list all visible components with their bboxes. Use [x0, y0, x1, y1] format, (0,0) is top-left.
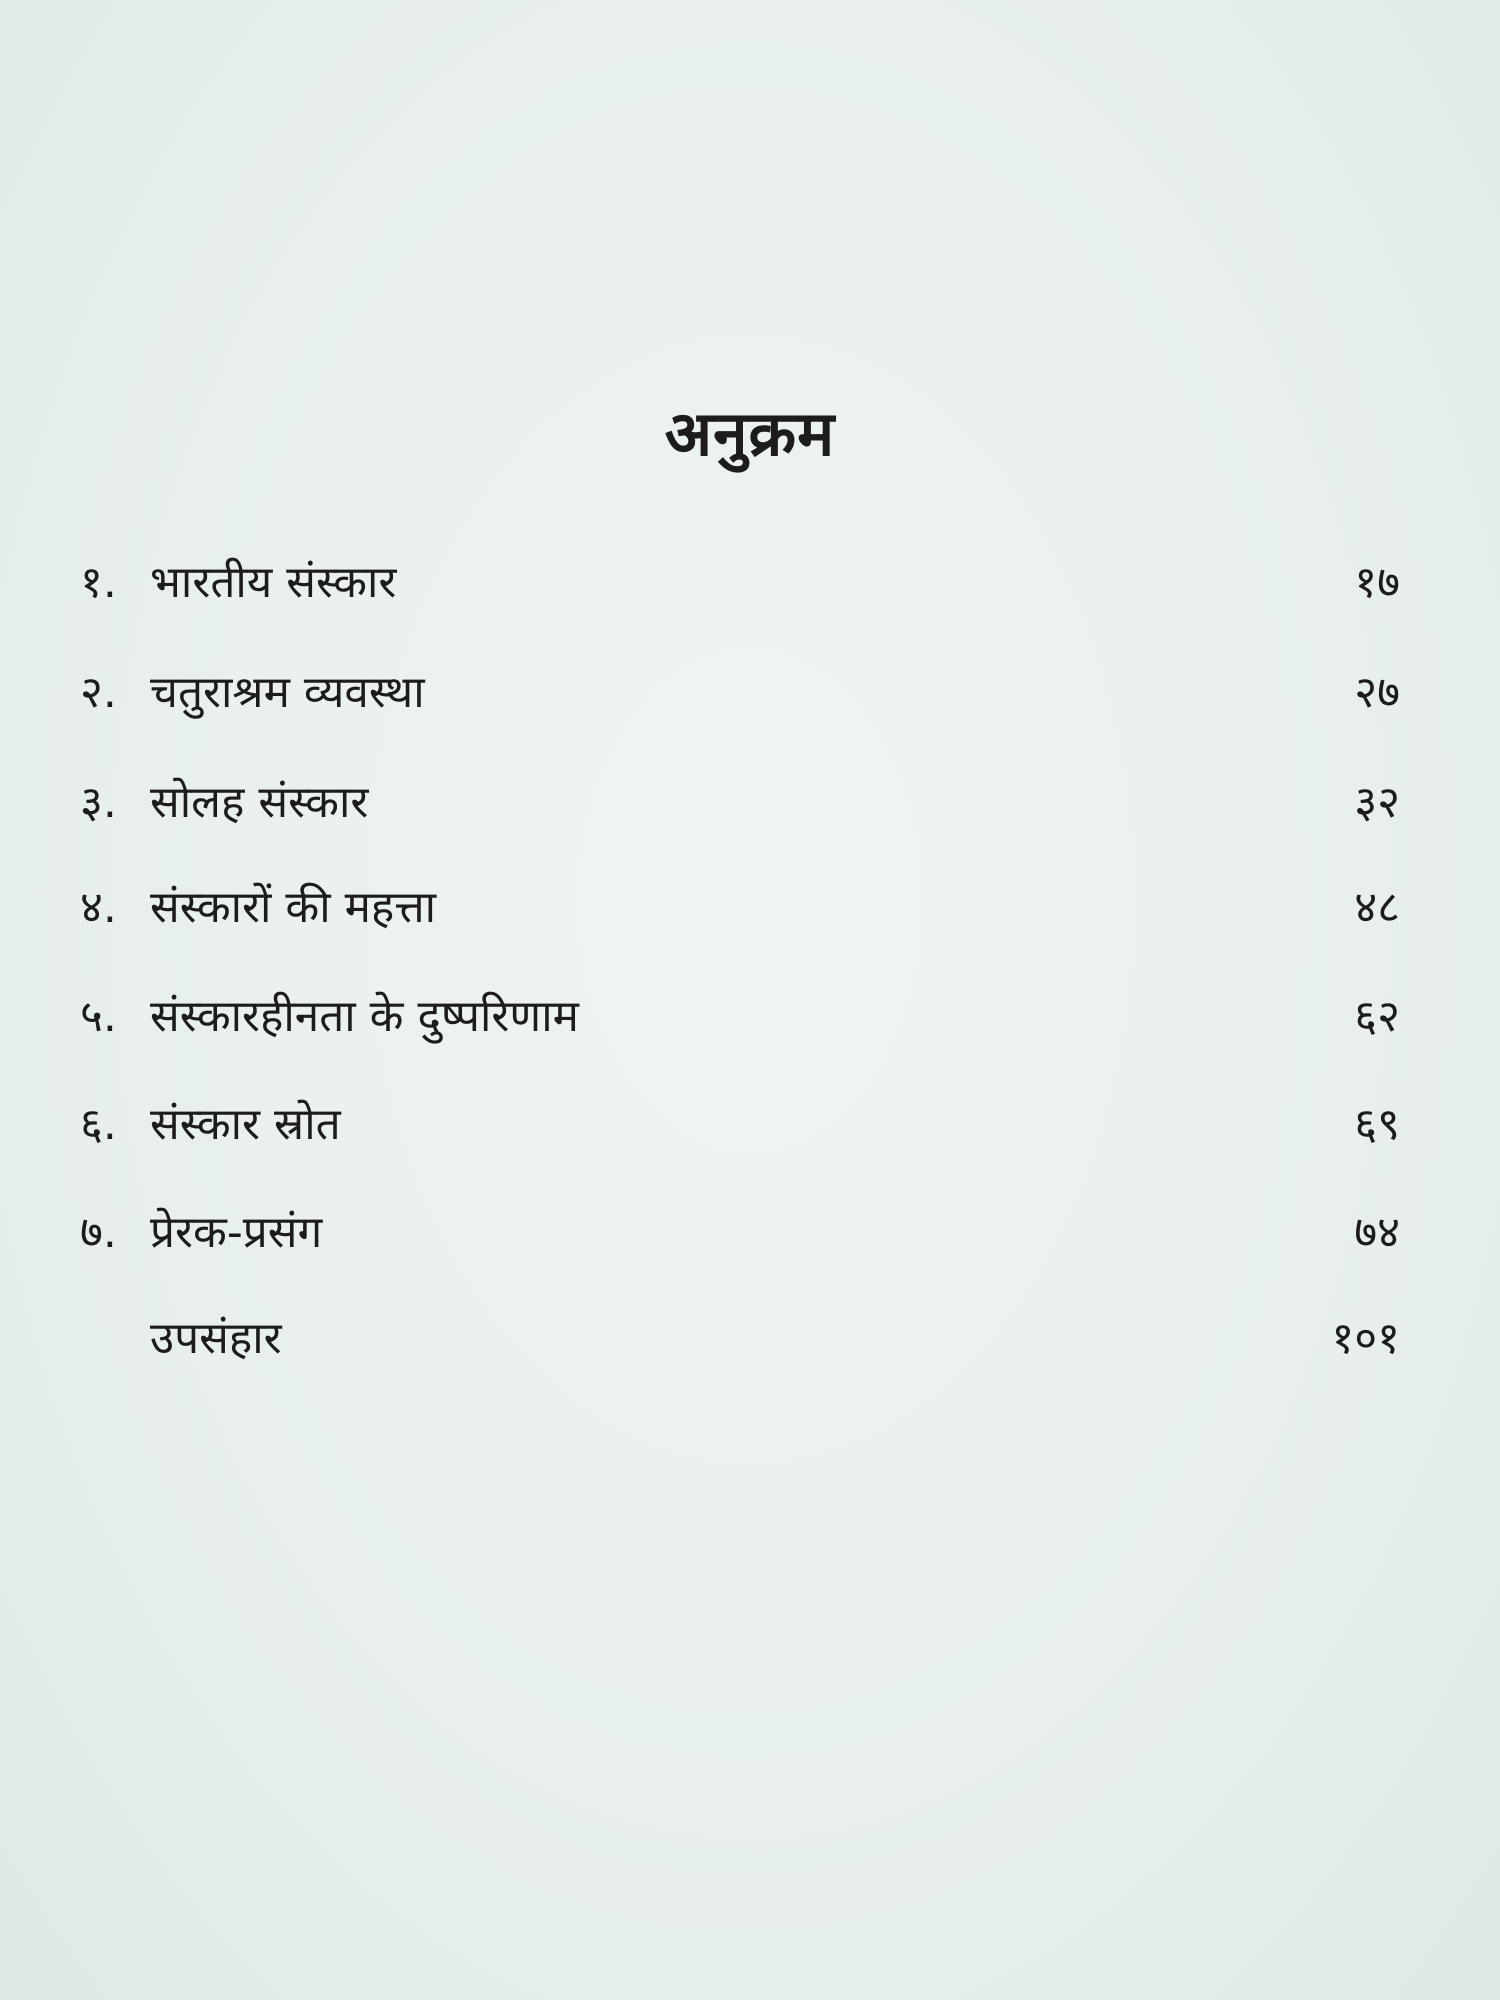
- page-heading: अनुक्रम: [664, 397, 836, 470]
- toc-entry: [80, 1198, 1400, 1268]
- toc-entry: [80, 768, 1400, 838]
- toc-entry-page: २७: [1354, 667, 1400, 718]
- toc-entry: [80, 1304, 1400, 1374]
- toc-entry-page: ७४: [1354, 1207, 1400, 1258]
- toc-entry-title: संस्कार स्रोत: [150, 1099, 341, 1150]
- toc-entry: [80, 1090, 1400, 1160]
- toc-entry-title: सोलह संस्कार: [150, 777, 369, 828]
- toc-entry-title: भारतीय संस्कार: [150, 557, 397, 608]
- toc-entry-number: ५.: [80, 991, 117, 1042]
- toc-entry-page: १०१: [1331, 1313, 1400, 1364]
- toc-entry-title: उपसंहार: [150, 1313, 282, 1364]
- toc-entry-title: चतुराश्रम व्यवस्था: [150, 667, 425, 718]
- toc-entry-number: ३.: [80, 777, 117, 828]
- toc-entry-page: ६२: [1354, 991, 1400, 1042]
- toc-entry-number: ४.: [80, 882, 117, 933]
- toc-entry: [80, 548, 1400, 618]
- toc-entry-number: ७.: [80, 1207, 117, 1258]
- toc-entry: [80, 982, 1400, 1052]
- toc-entry-page: १७: [1354, 557, 1400, 608]
- toc-entry: [80, 873, 1400, 943]
- toc-entry-number: २.: [80, 667, 117, 718]
- toc-entry-title: संस्कारों की महत्ता: [150, 882, 437, 933]
- toc-entry-page: ४८: [1354, 882, 1400, 933]
- toc-entry-title: प्रेरक-प्रसंग: [150, 1207, 323, 1258]
- toc-entry: [80, 658, 1400, 728]
- toc-entry-page: ६९: [1354, 1099, 1400, 1150]
- toc-entry-page: ३२: [1354, 777, 1400, 828]
- toc-entry-title: संस्कारहीनता के दुष्परिणाम: [150, 991, 579, 1042]
- toc-entry-number: १.: [80, 557, 117, 608]
- toc-entry-number: ६.: [80, 1099, 117, 1150]
